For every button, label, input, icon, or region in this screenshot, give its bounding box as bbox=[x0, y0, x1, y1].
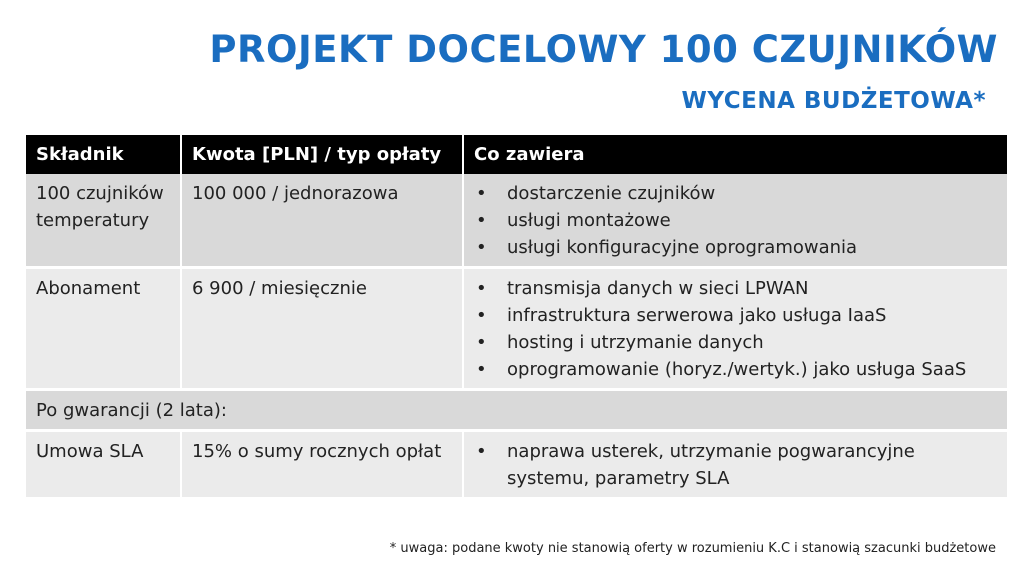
table-section-row bbox=[26, 390, 1007, 431]
list-item: • transmisja danych w sieci LPWAN bbox=[474, 275, 997, 302]
table-row bbox=[26, 268, 1007, 390]
cell-component: 100 czujników temperatury bbox=[26, 174, 181, 268]
cell-contents bbox=[463, 174, 1007, 268]
cell-contents bbox=[463, 268, 1007, 390]
list-item: • usługi konfiguracyjne oprogramowania bbox=[474, 234, 997, 261]
list-item: • hosting i utrzymanie danych bbox=[474, 329, 997, 356]
slide-title: PROJEKT DOCELOWY 100 CZUJNIKÓW bbox=[209, 28, 998, 71]
cell-amount: 15% o sumy rocznych opłat bbox=[181, 431, 463, 499]
header-amount: Kwota [PLN] / typ opłaty bbox=[181, 135, 463, 174]
header-component: Składnik bbox=[26, 135, 181, 174]
cell-component: Umowa SLA bbox=[26, 431, 181, 499]
contents-list bbox=[474, 180, 997, 261]
slide-subtitle: WYCENA BUDŻETOWA* bbox=[681, 88, 986, 114]
section-label: Po gwarancji (2 lata): bbox=[26, 390, 1007, 431]
table-header-row bbox=[26, 135, 1007, 174]
list-item: • naprawa usterek, utrzymanie pogwarancyjne systemu, parametry SLA bbox=[474, 438, 997, 492]
header-contents: Co zawiera bbox=[463, 135, 1007, 174]
list-item: • oprogramowanie (horyz./wertyk.) jako usługa SaaS bbox=[474, 356, 997, 383]
cell-component: Abonament bbox=[26, 268, 181, 390]
cell-amount: 100 000 / jednorazowa bbox=[181, 174, 463, 268]
contents-list bbox=[474, 438, 997, 492]
table-row bbox=[26, 174, 1007, 268]
table-row bbox=[26, 431, 1007, 499]
list-item: • usługi montażowe bbox=[474, 207, 997, 234]
cell-contents bbox=[463, 431, 1007, 499]
budget-table bbox=[26, 135, 1007, 500]
footnote: * uwaga: podane kwoty nie stanowią oferty w rozumieniu K.C i stanowią szacunki budżetowe bbox=[389, 541, 996, 556]
cell-amount: 6 900 / miesięcznie bbox=[181, 268, 463, 390]
list-item: • dostarczenie czujników bbox=[474, 180, 997, 207]
contents-list bbox=[474, 275, 997, 383]
list-item: • infrastruktura serwerowa jako usługa IaaS bbox=[474, 302, 997, 329]
